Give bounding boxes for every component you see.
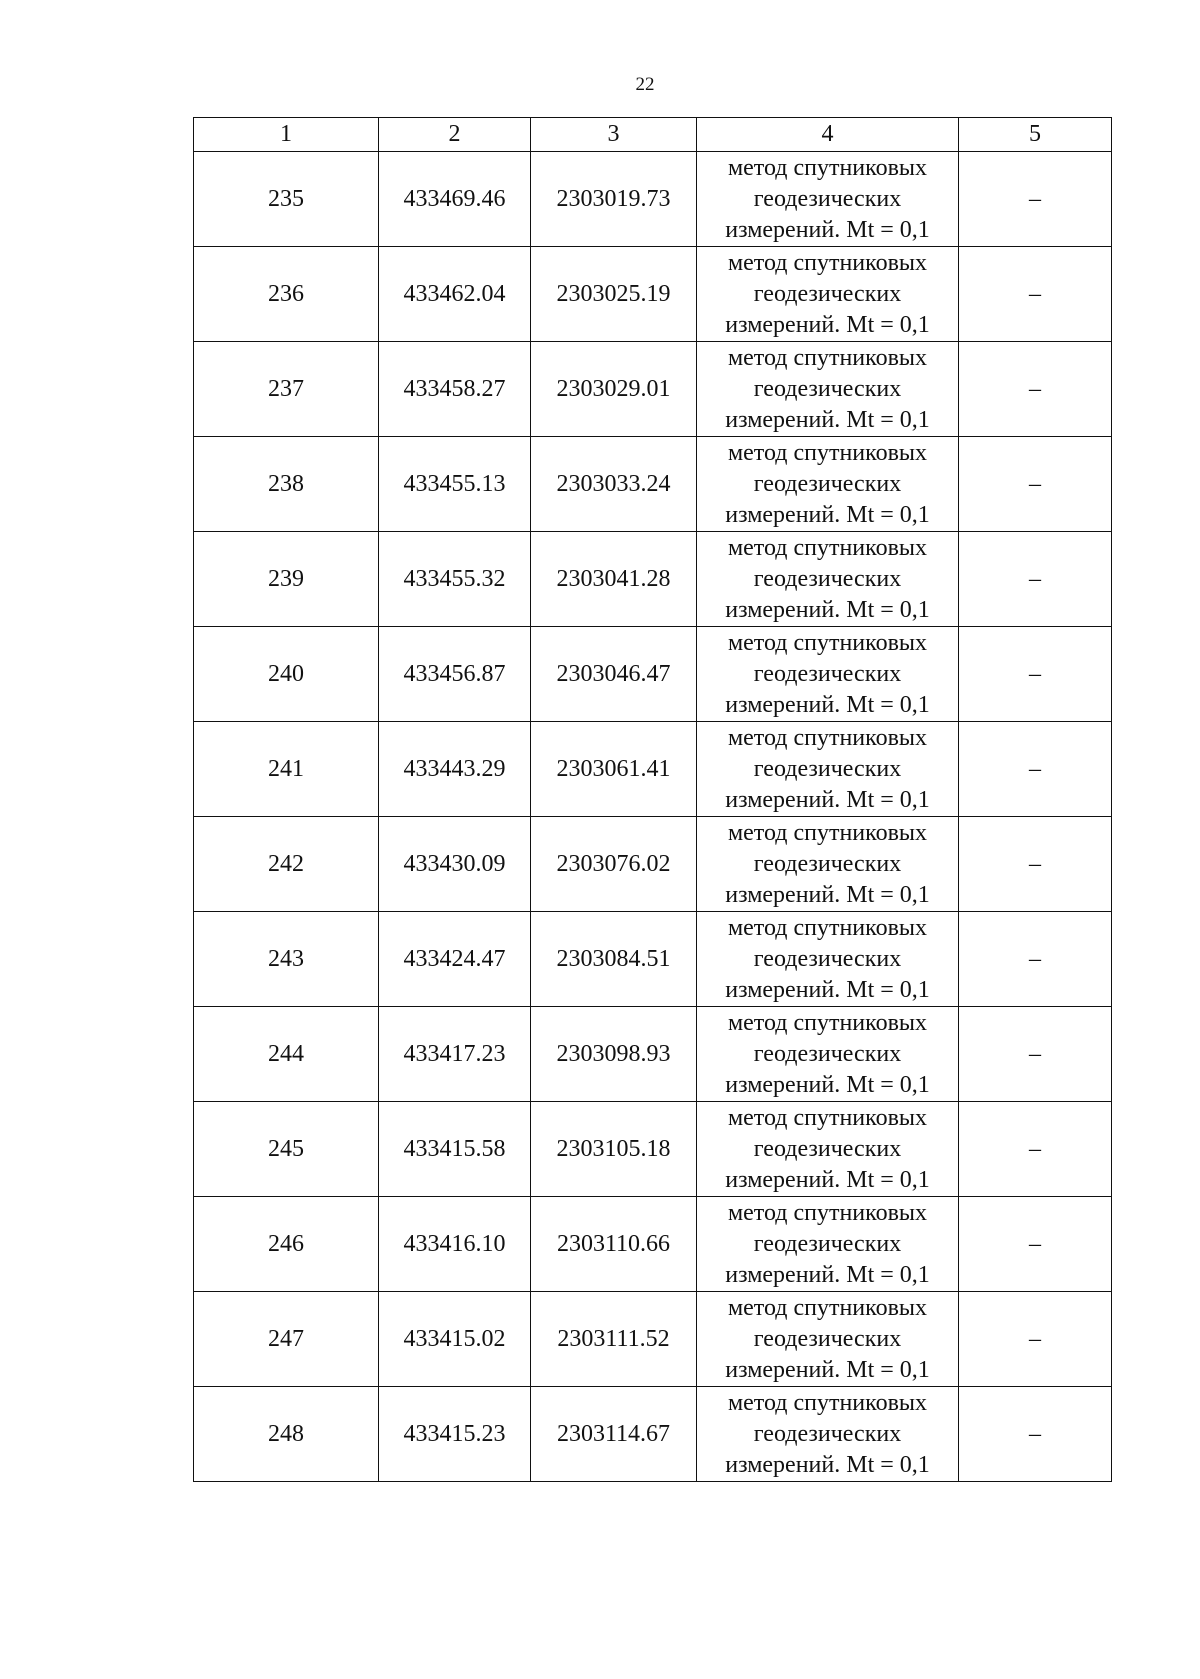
table-row bbox=[194, 627, 1112, 722]
note-cell: – bbox=[959, 1102, 1112, 1197]
x-coordinate-cell: 433456.87 bbox=[379, 627, 531, 722]
method-line: метод спутниковых bbox=[727, 1199, 928, 1226]
method-line: измерений. Mt = 0,1 bbox=[725, 691, 930, 718]
y-coordinate-cell: 2303033.24 bbox=[531, 437, 697, 532]
column-header-5: 5 bbox=[959, 118, 1112, 152]
x-coordinate-cell: 433455.32 bbox=[379, 532, 531, 627]
note-cell: – bbox=[959, 532, 1112, 627]
method-line: измерений. Mt = 0,1 bbox=[725, 786, 930, 813]
table-row bbox=[194, 1197, 1112, 1292]
point-number-cell: 239 bbox=[194, 532, 379, 627]
note-cell: – bbox=[959, 437, 1112, 532]
method-line: измерений. Mt = 0,1 bbox=[725, 1166, 930, 1193]
method-cell bbox=[697, 1292, 959, 1387]
x-coordinate-cell: 433415.58 bbox=[379, 1102, 531, 1197]
method-cell bbox=[697, 1197, 959, 1292]
method-line: метод спутниковых bbox=[727, 1009, 928, 1036]
method-line: измерений. Mt = 0,1 bbox=[725, 976, 930, 1003]
method-line: геодезических bbox=[753, 1040, 902, 1067]
method-line: геодезических bbox=[753, 850, 902, 877]
method-cell bbox=[697, 1007, 959, 1102]
method-line: измерений. Mt = 0,1 bbox=[725, 1451, 930, 1478]
method-line: метод спутниковых bbox=[727, 629, 928, 656]
point-number-cell: 237 bbox=[194, 342, 379, 437]
note-cell: – bbox=[959, 1292, 1112, 1387]
y-coordinate-cell: 2303105.18 bbox=[531, 1102, 697, 1197]
y-coordinate-cell: 2303029.01 bbox=[531, 342, 697, 437]
method-line: геодезических bbox=[753, 945, 902, 972]
note-cell: – bbox=[959, 152, 1112, 247]
method-line: геодезических bbox=[753, 375, 902, 402]
x-coordinate-cell: 433415.23 bbox=[379, 1387, 531, 1482]
y-coordinate-cell: 2303114.67 bbox=[531, 1387, 697, 1482]
method-cell bbox=[697, 722, 959, 817]
method-cell bbox=[697, 817, 959, 912]
method-cell bbox=[697, 532, 959, 627]
method-line: измерений. Mt = 0,1 bbox=[725, 1071, 930, 1098]
y-coordinate-cell: 2303019.73 bbox=[531, 152, 697, 247]
table-row bbox=[194, 247, 1112, 342]
table-row bbox=[194, 532, 1112, 627]
column-header-3: 3 bbox=[531, 118, 697, 152]
method-line: геодезических bbox=[753, 1420, 902, 1447]
method-line: измерений. Mt = 0,1 bbox=[725, 216, 930, 243]
table-row bbox=[194, 152, 1112, 247]
y-coordinate-cell: 2303061.41 bbox=[531, 722, 697, 817]
method-cell bbox=[697, 1102, 959, 1197]
method-line: метод спутниковых bbox=[727, 439, 928, 466]
method-line: метод спутниковых bbox=[727, 819, 928, 846]
method-line: метод спутниковых bbox=[727, 1389, 928, 1416]
method-line: геодезических bbox=[753, 565, 902, 592]
table-row bbox=[194, 1387, 1112, 1482]
y-coordinate-cell: 2303098.93 bbox=[531, 1007, 697, 1102]
method-line: геодезических bbox=[753, 1230, 902, 1257]
method-line: метод спутниковых bbox=[727, 724, 928, 751]
x-coordinate-cell: 433469.46 bbox=[379, 152, 531, 247]
method-line: метод спутниковых bbox=[727, 914, 928, 941]
note-cell: – bbox=[959, 247, 1112, 342]
y-coordinate-cell: 2303041.28 bbox=[531, 532, 697, 627]
method-line: метод спутниковых bbox=[727, 1294, 928, 1321]
point-number-cell: 242 bbox=[194, 817, 379, 912]
method-line: геодезических bbox=[753, 280, 902, 307]
note-cell: – bbox=[959, 722, 1112, 817]
table-row bbox=[194, 817, 1112, 912]
table-row bbox=[194, 1292, 1112, 1387]
method-line: геодезических bbox=[753, 660, 902, 687]
method-cell bbox=[697, 342, 959, 437]
method-line: метод спутниковых bbox=[727, 1104, 928, 1131]
y-coordinate-cell: 2303046.47 bbox=[531, 627, 697, 722]
method-line: геодезических bbox=[753, 1325, 902, 1352]
page-number: 22 bbox=[635, 74, 655, 95]
table-row bbox=[194, 1102, 1112, 1197]
table-row bbox=[194, 1007, 1112, 1102]
point-number-cell: 241 bbox=[194, 722, 379, 817]
x-coordinate-cell: 433458.27 bbox=[379, 342, 531, 437]
method-line: измерений. Mt = 0,1 bbox=[725, 1261, 930, 1288]
x-coordinate-cell: 433415.02 bbox=[379, 1292, 531, 1387]
note-cell: – bbox=[959, 627, 1112, 722]
note-cell: – bbox=[959, 912, 1112, 1007]
y-coordinate-cell: 2303025.19 bbox=[531, 247, 697, 342]
note-cell: – bbox=[959, 342, 1112, 437]
method-line: измерений. Mt = 0,1 bbox=[725, 596, 930, 623]
note-cell: – bbox=[959, 1197, 1112, 1292]
y-coordinate-cell: 2303110.66 bbox=[531, 1197, 697, 1292]
point-number-cell: 246 bbox=[194, 1197, 379, 1292]
note-cell: – bbox=[959, 817, 1112, 912]
method-line: измерений. Mt = 0,1 bbox=[725, 501, 930, 528]
method-cell bbox=[697, 437, 959, 532]
point-number-cell: 248 bbox=[194, 1387, 379, 1482]
point-number-cell: 244 bbox=[194, 1007, 379, 1102]
y-coordinate-cell: 2303076.02 bbox=[531, 817, 697, 912]
method-line: метод спутниковых bbox=[727, 344, 928, 371]
table-body bbox=[194, 152, 1112, 1482]
method-line: измерений. Mt = 0,1 bbox=[725, 881, 930, 908]
note-cell: – bbox=[959, 1387, 1112, 1482]
method-line: измерений. Mt = 0,1 bbox=[725, 311, 930, 338]
method-line: метод спутниковых bbox=[727, 154, 928, 181]
point-number-cell: 238 bbox=[194, 437, 379, 532]
point-number-cell: 236 bbox=[194, 247, 379, 342]
coordinates-table bbox=[193, 117, 1112, 1482]
table-row bbox=[194, 437, 1112, 532]
y-coordinate-cell: 2303084.51 bbox=[531, 912, 697, 1007]
note-cell: – bbox=[959, 1007, 1112, 1102]
x-coordinate-cell: 433424.47 bbox=[379, 912, 531, 1007]
column-header-1: 1 bbox=[194, 118, 379, 152]
method-cell bbox=[697, 152, 959, 247]
table-row bbox=[194, 342, 1112, 437]
method-line: геодезических bbox=[753, 470, 902, 497]
method-line: метод спутниковых bbox=[727, 534, 928, 561]
table-row bbox=[194, 722, 1112, 817]
x-coordinate-cell: 433462.04 bbox=[379, 247, 531, 342]
x-coordinate-cell: 433417.23 bbox=[379, 1007, 531, 1102]
method-line: измерений. Mt = 0,1 bbox=[725, 1356, 930, 1383]
method-cell bbox=[697, 912, 959, 1007]
method-line: измерений. Mt = 0,1 bbox=[725, 406, 930, 433]
method-line: геодезических bbox=[753, 1135, 902, 1162]
method-line: геодезических bbox=[753, 755, 902, 782]
point-number-cell: 243 bbox=[194, 912, 379, 1007]
method-line: геодезических bbox=[753, 185, 902, 212]
x-coordinate-cell: 433430.09 bbox=[379, 817, 531, 912]
method-line: метод спутниковых bbox=[727, 249, 928, 276]
column-header-4: 4 bbox=[697, 118, 959, 152]
point-number-cell: 247 bbox=[194, 1292, 379, 1387]
table-header-row bbox=[194, 118, 1112, 152]
table-row bbox=[194, 912, 1112, 1007]
column-header-2: 2 bbox=[379, 118, 531, 152]
y-coordinate-cell: 2303111.52 bbox=[531, 1292, 697, 1387]
x-coordinate-cell: 433416.10 bbox=[379, 1197, 531, 1292]
x-coordinate-cell: 433455.13 bbox=[379, 437, 531, 532]
method-cell bbox=[697, 627, 959, 722]
method-cell bbox=[697, 247, 959, 342]
method-cell bbox=[697, 1387, 959, 1482]
point-number-cell: 235 bbox=[194, 152, 379, 247]
x-coordinate-cell: 433443.29 bbox=[379, 722, 531, 817]
point-number-cell: 245 bbox=[194, 1102, 379, 1197]
point-number-cell: 240 bbox=[194, 627, 379, 722]
